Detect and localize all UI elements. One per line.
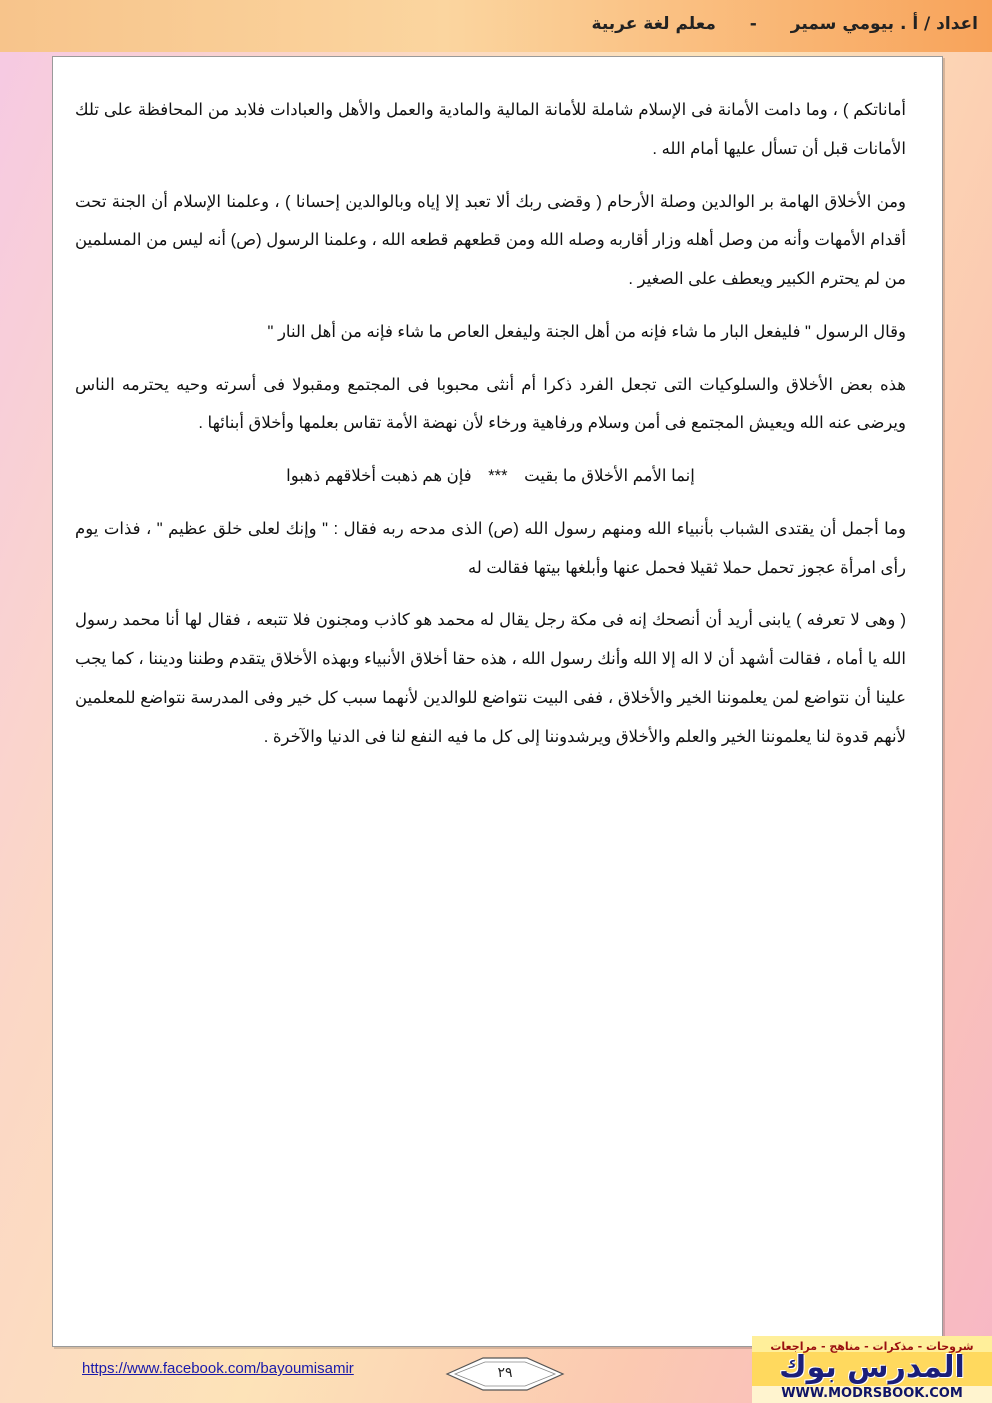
paragraph: وقال الرسول " فليفعل البار ما شاء فإنه من أهل الجنة وليفعل العاص ما شاء فإنه من أهل النار " — [267, 322, 906, 341]
logo-name: المدرس بوك — [779, 1350, 965, 1385]
header-text — [592, 14, 978, 34]
paragraph: أماناتكم ) ، وما دامت الأمانة فى الإسلام شاملة للأمانة المالية والمادية والعمل والأهل والعبادات فلابد من المحافظة على تلك الأمانات قبل أن تسأل عليها أمام الله . — [75, 101, 906, 158]
document-page — [52, 56, 943, 1347]
poem-verse — [75, 457, 906, 496]
author-name: اعداد / أ . بيومي سمير — [790, 14, 978, 34]
document-body — [75, 91, 906, 770]
poem-first-half: إنما الأمم الأخلاق ما بقيت — [524, 467, 695, 486]
site-logo — [752, 1336, 992, 1403]
facebook-link[interactable]: https://www.facebook.com/bayoumisamir — [82, 1360, 354, 1377]
logo-url: WWW.MODRSBOOK.COM — [781, 1386, 963, 1401]
author-role: معلم لغة عربية — [591, 14, 716, 34]
paragraph: وما أجمل أن يقتدى الشباب بأنبياء الله ومنهم رسول الله (ص) الذى مدحه ربه فقال : " وإنك لعلى خلق عظيم " ، فذات يوم رأى امرأة عجوز تحمل حملا ثقيلا فحمل عنها وأبلغها بيتها فقالت له — [75, 519, 906, 577]
paragraph: هذه بعض الأخلاق والسلوكيات التى تجعل الفرد ذكرا أم أنثى محبوبا فى المجتمع ومقبولا فى أسرته وحيه يحترمه الناس ويرضى عنه الله ويعيش المجتمع فى أمن وسلام ورفاهية ورخاء لأن نهضة الأمة تقاس بعلمها وأخلاق أبنائها . — [75, 375, 906, 433]
paragraph: ومن الأخلاق الهامة بر الوالدين وصلة الأرحام ( وقضى ربك ألا تعبد إلا إياه وبالوالدين إحسانا ) ، وعلمنا الإسلام أن الجنة تحت أقدام الأمهات وأنه من وصل أهله وزار أقاربه وصله الله ومن قطعهم قطعه الله ، وعلمنا الرسول (ص) أنه ليس من المسلمين من لم يحترم الكبير ويعطف على الصغير . — [75, 192, 906, 289]
paragraph: ( وهى لا تعرفه ) يابنى أريد أن أنصحك إنه فى مكة رجل يقال له محمد هو كاذب ومجنون فلا تتبعه ، فقال لها أنا محمد رسول الله يا أماه ، فقالت أشهد أن لا اله إلا الله وأنك رسول الله ، هذه حقا أخلاق الأنبياء وبهذه الأخلاق يتقدم وطننا وديننا ، كما يجب علينا أن نتواضع لمن يعلموننا الخير والأخلاق ، ففى البيت نتواضع للوالدين لأنهما سبب كل خير وفى المدرسة نتواضع للمعلمين لأنهم قدوة لنا يعلموننا الخير والعلم والأخلاق ويرشدوننا إلى كل ما فيه النفع لنا فى الدنيا والآخرة . — [75, 611, 906, 746]
poem-divider: *** — [488, 467, 508, 486]
header-separator: - — [749, 14, 757, 34]
poem-second-half: فإن هم ذهبت أخلاقهم ذهبوا — [286, 467, 472, 486]
logo-tagline: شروحات - مذكرات - مناهج - مراجعات — [770, 1340, 974, 1353]
page-number: ٢٩ — [497, 1365, 513, 1381]
page-header — [0, 0, 992, 52]
page-number-badge — [445, 1356, 565, 1392]
